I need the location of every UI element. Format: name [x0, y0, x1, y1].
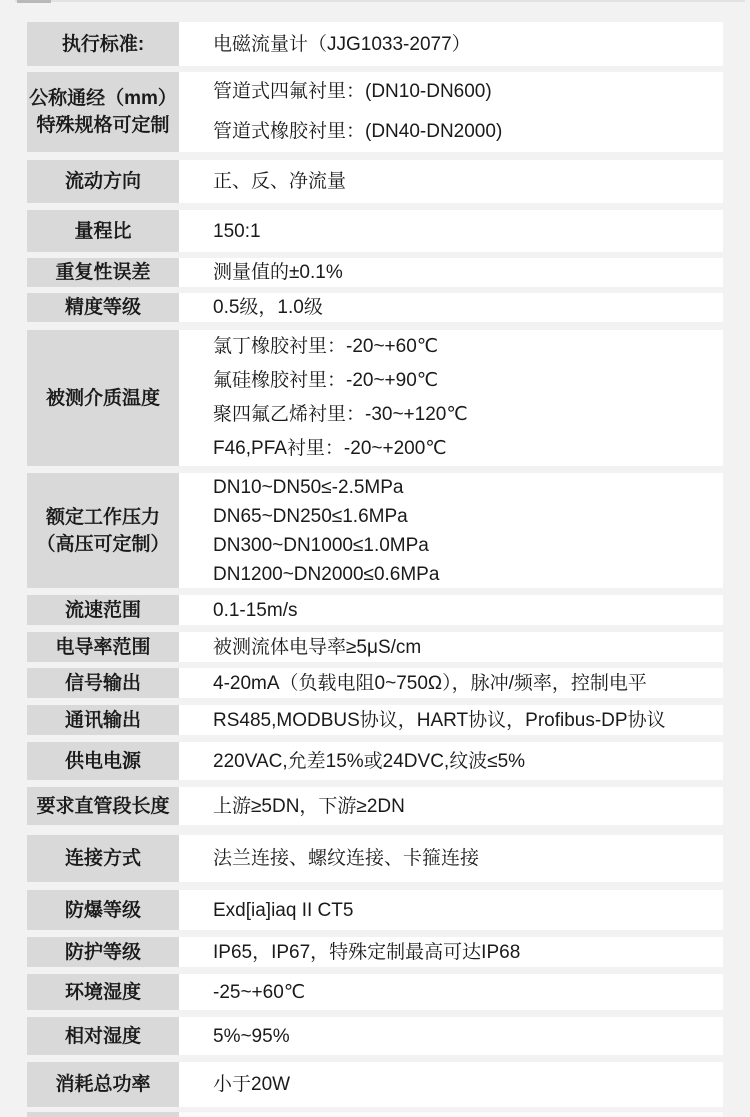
spec-label-cell — [27, 22, 179, 66]
spec-label-line: 公称通经（mm） — [29, 88, 177, 109]
spec-label-cell — [27, 473, 179, 588]
spec-value-cell — [179, 210, 723, 252]
spec-row — [27, 210, 723, 252]
spec-label-line: 要求直管段长度 — [36, 795, 170, 817]
partial-next-row — [27, 1112, 723, 1117]
spec-value-line: DN10~DN50≤-2.5MPa — [213, 476, 404, 498]
spec-label-line: （高压可定制） — [36, 533, 170, 555]
spec-row — [27, 937, 723, 967]
spec-value-line: DN65~DN250≤1.6MPa — [213, 505, 408, 527]
spec-value-cell — [179, 632, 723, 662]
spec-row — [27, 595, 723, 625]
spec-value-cell — [179, 1062, 723, 1107]
spec-row — [27, 473, 723, 588]
spec-value-cell — [179, 72, 723, 152]
spec-label-line: 流速范围 — [64, 599, 141, 621]
top-divider-dark-segment — [17, 0, 51, 3]
spec-value-cell — [179, 835, 723, 882]
spec-label-cell — [27, 330, 179, 466]
spec-row — [27, 293, 723, 322]
spec-value-line: 管道式四氟衬里：(DN10-DN600) — [213, 81, 492, 102]
spec-label-line: 精度等级 — [64, 297, 141, 318]
spec-value-line: 5%~95% — [213, 1025, 290, 1047]
spec-row — [27, 705, 723, 735]
spec-label-line: 执行标准: — [61, 33, 145, 55]
spec-label-cell — [27, 632, 179, 662]
spec-label-cell — [27, 668, 179, 698]
spec-value-line: 0.1-15m/s — [213, 599, 298, 621]
spec-row — [27, 632, 723, 662]
spec-label-line: 流动方向 — [64, 171, 141, 192]
spec-value-line: 正、反、净流量 — [213, 171, 347, 192]
spec-label-cell — [27, 890, 179, 930]
spec-label-line: 供电电源 — [64, 750, 141, 772]
spec-value-cell — [179, 1017, 723, 1055]
spec-value-line: 测量值的±0.1% — [213, 262, 343, 283]
spec-label-cell — [27, 72, 179, 152]
partial-next-row-label-cell — [27, 1112, 179, 1117]
spec-value-line: 电磁流量计（JJG1033-2077） — [213, 33, 471, 55]
spec-label-line: 通讯输出 — [64, 709, 141, 731]
spec-row — [27, 890, 723, 930]
spec-label-line: 防护等级 — [64, 941, 141, 963]
spec-label-cell — [27, 705, 179, 735]
spec-row — [27, 160, 723, 203]
spec-label-cell — [27, 937, 179, 967]
spec-row — [27, 742, 723, 780]
spec-label-line: 连接方式 — [64, 848, 141, 869]
spec-value-cell — [179, 293, 723, 322]
spec-value-line: 4-20mA（负载电阻0~750Ω），脉冲/频率，控制电平 — [213, 672, 647, 694]
spec-row — [27, 330, 723, 466]
spec-value-line: DN300~DN1000≤1.0MPa — [213, 534, 429, 556]
spec-value-line: 法兰连接、螺纹连接、卡箍连接 — [213, 848, 480, 869]
spec-label-cell — [27, 1062, 179, 1107]
spec-value-cell — [179, 787, 723, 825]
spec-label-line: 环境湿度 — [64, 981, 141, 1003]
spec-label-cell — [27, 787, 179, 825]
spec-label-line: 防爆等级 — [64, 899, 141, 921]
spec-value-line: -25~+60℃ — [213, 981, 306, 1003]
spec-label-cell — [27, 742, 179, 780]
spec-label-line: 信号输出 — [64, 672, 141, 694]
spec-row — [27, 22, 723, 66]
spec-value-line: F46,PFA衬里：-20~+200℃ — [213, 438, 447, 459]
spec-row — [27, 1017, 723, 1055]
spec-value-line: IP65，IP67，特殊定制最高可达IP68 — [213, 941, 521, 963]
spec-value-cell — [179, 668, 723, 698]
spec-value-line: 管道式橡胶衬里：(DN40-DN2000) — [213, 121, 503, 142]
spec-label-line: 重复性误差 — [55, 262, 151, 283]
spec-value-line: 氯丁橡胶衬里：-20~+60℃ — [213, 336, 439, 357]
spec-value-line: 氟硅橡胶衬里：-20~+90℃ — [213, 370, 439, 391]
spec-label-line: 被测介质温度 — [45, 387, 160, 409]
spec-value-cell — [179, 595, 723, 625]
spec-value-line: DN1200~DN2000≤0.6MPa — [213, 563, 440, 585]
spec-label-cell — [27, 595, 179, 625]
spec-label-line: 额定工作压力 — [45, 506, 160, 528]
spec-value-line: RS485,MODBUS协议，HART协议，Profibus-DP协议 — [213, 709, 666, 731]
spec-value-cell — [179, 473, 723, 588]
spec-label-cell — [27, 1017, 179, 1055]
spec-value-line: 0.5级，1.0级 — [213, 297, 323, 318]
spec-value-cell — [179, 160, 723, 203]
spec-label-cell — [27, 835, 179, 882]
spec-label-line: 量程比 — [74, 220, 132, 242]
spec-value-line: 小于20W — [213, 1074, 291, 1095]
spec-label-line: 相对湿度 — [64, 1025, 141, 1047]
top-divider-line — [15, 0, 745, 2]
spec-value-line: 被测流体电导率≥5μS/cm — [213, 636, 422, 658]
spec-value-cell — [179, 258, 723, 287]
spec-label-line: 特殊规格可定制 — [36, 115, 170, 136]
spec-label-cell — [27, 974, 179, 1010]
spec-value-line: 150:1 — [213, 220, 261, 242]
spec-value-cell — [179, 22, 723, 66]
spec-value-line: 220VAC,允差15%或24DVC,纹波≤5% — [213, 750, 526, 772]
spec-label-line: 电导率范围 — [55, 636, 151, 658]
spec-value-cell — [179, 742, 723, 780]
spec-value-line: 上游≥5DN，下游≥2DN — [213, 795, 405, 817]
spec-row — [27, 787, 723, 825]
spec-value-cell — [179, 937, 723, 967]
spec-value-line: Exd[ia]iaq II CT5 — [213, 899, 354, 921]
spec-row — [27, 835, 723, 882]
spec-row — [27, 258, 723, 287]
spec-row — [27, 668, 723, 698]
spec-row — [27, 1062, 723, 1107]
spec-label-cell — [27, 293, 179, 322]
spec-row — [27, 974, 723, 1010]
spec-label-cell — [27, 258, 179, 287]
spec-label-cell — [27, 210, 179, 252]
spec-value-line: 聚四氟乙烯衬里：-30~+120℃ — [213, 404, 468, 425]
spec-table — [27, 22, 723, 1112]
spec-value-cell — [179, 974, 723, 1010]
partial-next-row-value-cell — [179, 1112, 723, 1117]
spec-value-cell — [179, 705, 723, 735]
spec-label-cell — [27, 160, 179, 203]
spec-label-line: 消耗总功率 — [55, 1074, 151, 1095]
spec-value-cell — [179, 890, 723, 930]
spec-value-cell — [179, 330, 723, 466]
spec-row — [27, 72, 723, 152]
